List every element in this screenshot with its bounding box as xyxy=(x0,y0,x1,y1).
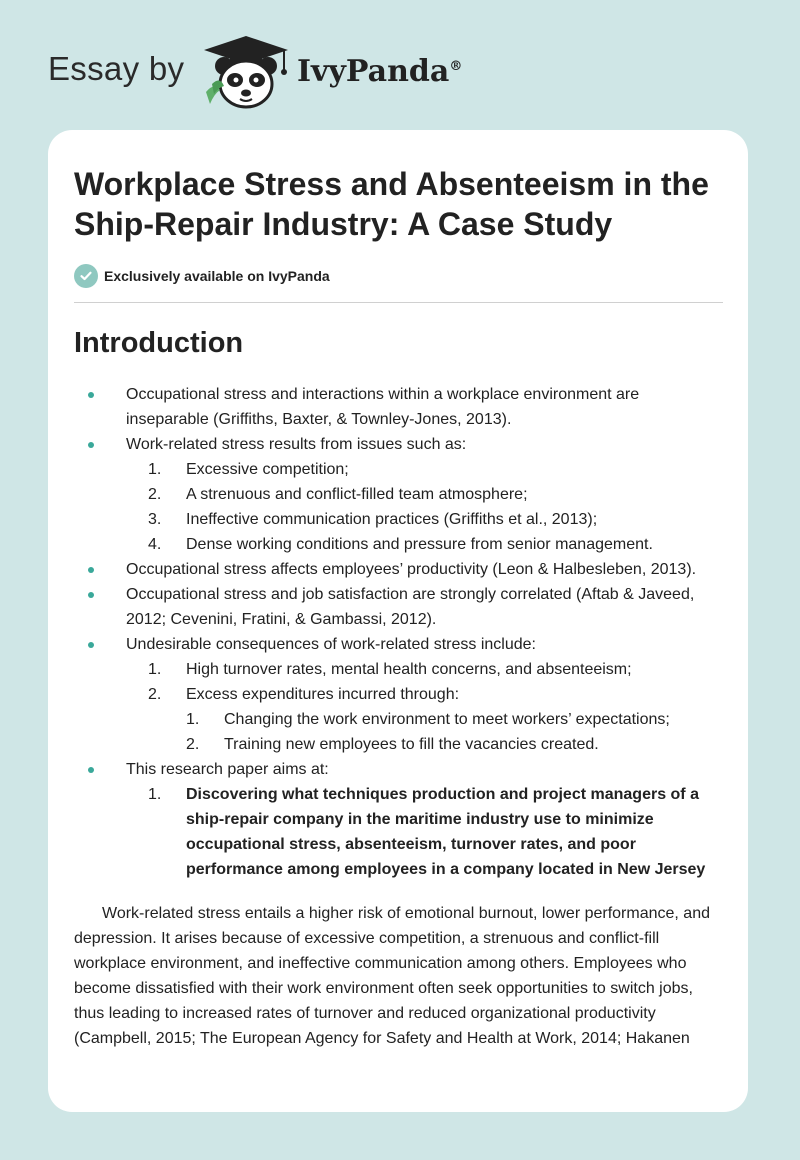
bullet-icon xyxy=(88,767,94,773)
header xyxy=(0,0,800,120)
section-heading: Introduction xyxy=(74,327,244,359)
essay-content xyxy=(74,382,726,1067)
numbered-item xyxy=(74,507,726,532)
bullet-icon xyxy=(88,392,94,398)
numbered-item xyxy=(74,457,726,482)
item-text: Excess expenditures incurred through: xyxy=(186,686,460,703)
bullet-text: Work-related stress results from issues such as: xyxy=(126,436,467,453)
item-number: 3. xyxy=(148,511,162,528)
numbered-item xyxy=(74,482,726,507)
bullet-icon xyxy=(88,592,94,598)
numbered-item xyxy=(74,782,726,882)
bullet-text: Undesirable consequences of work-related stress include: xyxy=(126,636,536,653)
bullet-text: Occupational stress affects employees’ productivity (Leon & Halbesleben, 2013). xyxy=(126,561,697,578)
numbered-item xyxy=(74,657,726,682)
panda-logo-icon[interactable] xyxy=(200,32,292,110)
item-number: 2. xyxy=(148,486,162,503)
item-number: 4. xyxy=(148,536,162,553)
bullet-text: Occupational stress and interactions within a workplace environment are inseparable (Griffiths, Baxter, & Townley-Jones, 2013). xyxy=(126,386,640,428)
registered-mark: ® xyxy=(449,59,463,74)
item-number: 1. xyxy=(148,661,162,678)
exclusive-badge xyxy=(74,263,330,289)
item-number: 2. xyxy=(186,736,200,753)
brand-name[interactable] xyxy=(297,54,462,89)
divider xyxy=(74,302,723,303)
item-text: High turnover rates, mental health concerns, and absenteeism; xyxy=(186,661,632,678)
numbered-item xyxy=(74,682,726,707)
check-icon xyxy=(74,264,98,288)
sub-numbered-item xyxy=(74,732,726,757)
item-number: 1. xyxy=(148,461,162,478)
essay-card xyxy=(48,130,748,1112)
bullet-icon xyxy=(88,642,94,648)
item-text: Dense working conditions and pressure from senior management. xyxy=(186,536,653,553)
list-item xyxy=(74,757,726,782)
item-text: A strenuous and conflict-filled team atmosphere; xyxy=(186,486,528,503)
item-number: 1. xyxy=(148,786,162,803)
item-text: Discovering what techniques production and project managers of a ship-repair company in the maritime industry use to minimize occupational stress, absenteeism, turnover rates, and poor performance among employees in a company located in New Jersey xyxy=(186,786,706,878)
item-text: Training new employees to fill the vacancies created. xyxy=(224,736,599,753)
list-item xyxy=(74,382,726,432)
sub-numbered-item xyxy=(74,707,726,732)
list-item xyxy=(74,432,726,457)
item-text: Changing the work environment to meet workers’ expectations; xyxy=(224,711,670,728)
brand-text: IvyPanda xyxy=(297,54,450,89)
bullet-icon xyxy=(88,442,94,448)
essay-title: Workplace Stress and Absenteeism in the Ship-Repair Industry: A Case Study xyxy=(74,166,709,242)
bullet-text: This research paper aims at: xyxy=(126,761,329,778)
body-paragraph: Work-related stress entails a higher risk of emotional burnout, lower performance, and depression. It arises because of excessive competition, a strenuous and conflict-fill workplace environment, and ineffective communication among others. Employees who become dissatisfied with their work environment often seek opportunities to switch jobs, thus leading to increased rates of turnover and reduced organizational productivity (Campbell, 2015; The European Agency for Safety and Health at Work, 2014; Hakanen xyxy=(74,905,710,1047)
item-number: 2. xyxy=(148,686,162,703)
list-item xyxy=(74,632,726,657)
exclusive-text: Exclusively available on IvyPanda xyxy=(104,268,330,284)
list-item xyxy=(74,582,726,632)
list-item xyxy=(74,557,726,582)
item-text: Excessive competition; xyxy=(186,461,349,478)
numbered-item xyxy=(74,532,726,557)
item-text: Ineffective communication practices (Griffiths et al., 2013); xyxy=(186,511,598,528)
bullet-icon xyxy=(88,567,94,573)
item-number: 1. xyxy=(186,711,200,728)
bullet-text: Occupational stress and job satisfaction are strongly correlated (Aftab & Javeed, 2012; Cevenini, Fratini, & Gambassi, 2012). xyxy=(126,586,695,628)
essay-by-label: Essay by xyxy=(48,50,185,87)
